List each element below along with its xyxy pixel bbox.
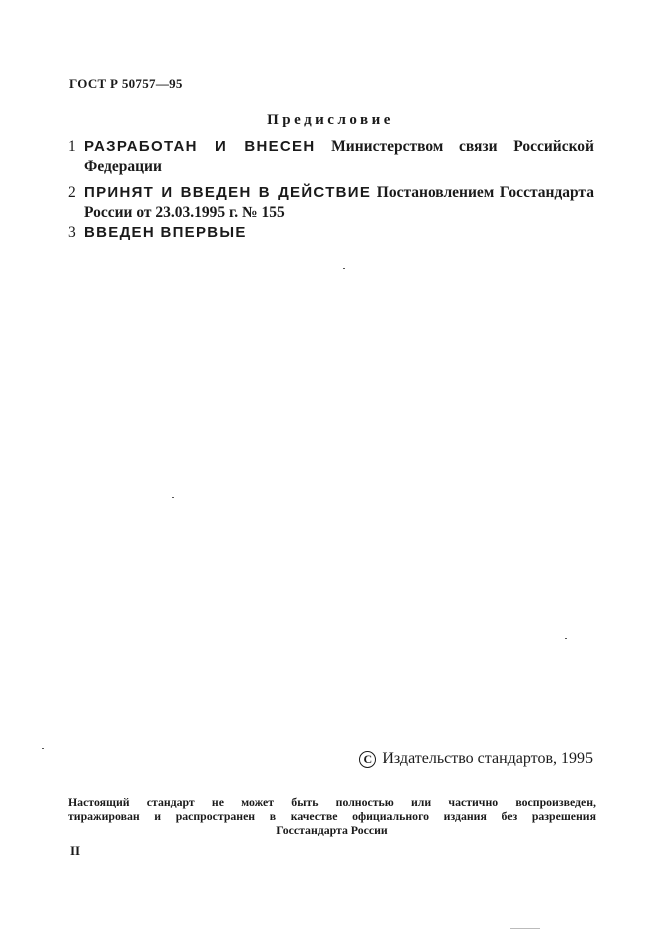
document-code: ГОСТ Р 50757—95 (69, 76, 183, 91)
item-caps-text: ВВЕДЕН ВПЕРВЫЕ (84, 224, 247, 241)
item-number: 3 (68, 224, 76, 241)
copyright-line (359, 750, 593, 768)
notice-line-2: тиражирован и распространен в качестве официального издания без разрешения (68, 809, 596, 823)
item-number: 1 (68, 138, 76, 155)
scan-speck (343, 268, 345, 269)
copyright-icon: C (359, 751, 376, 768)
page-number: II (70, 843, 81, 858)
copyright-text: Издательство стандартов, 1995 (382, 750, 593, 767)
foreword-item-2 (68, 183, 594, 223)
item-text (84, 183, 594, 223)
scan-speck (42, 748, 44, 749)
foreword-item-1 (68, 137, 594, 177)
item-text (84, 223, 594, 243)
foreword-item-3 (68, 223, 594, 243)
item-rest-text: Постановлением Госстандарта России от 23.03.1995 г. № 155 (84, 184, 594, 221)
section-title: Предисловие (267, 112, 394, 128)
scan-speck (172, 497, 174, 498)
item-caps-text: ПРИНЯТ И ВВЕДЕН В ДЕЙСТВИЕ (84, 184, 372, 201)
item-caps-text: РАЗРАБОТАН И ВНЕСЕН (84, 138, 316, 155)
item-rest-text: Министерством связи Российской Федерации (84, 138, 594, 175)
reproduction-notice (68, 795, 596, 837)
item-text (84, 137, 594, 177)
item-number: 2 (68, 184, 76, 201)
scan-speck (510, 928, 540, 929)
scan-speck (565, 638, 567, 639)
notice-line-1: Настоящий стандарт не может быть полностью или частично воспроизведен, (68, 795, 596, 809)
notice-line-3: Госстандарта России (276, 823, 388, 837)
